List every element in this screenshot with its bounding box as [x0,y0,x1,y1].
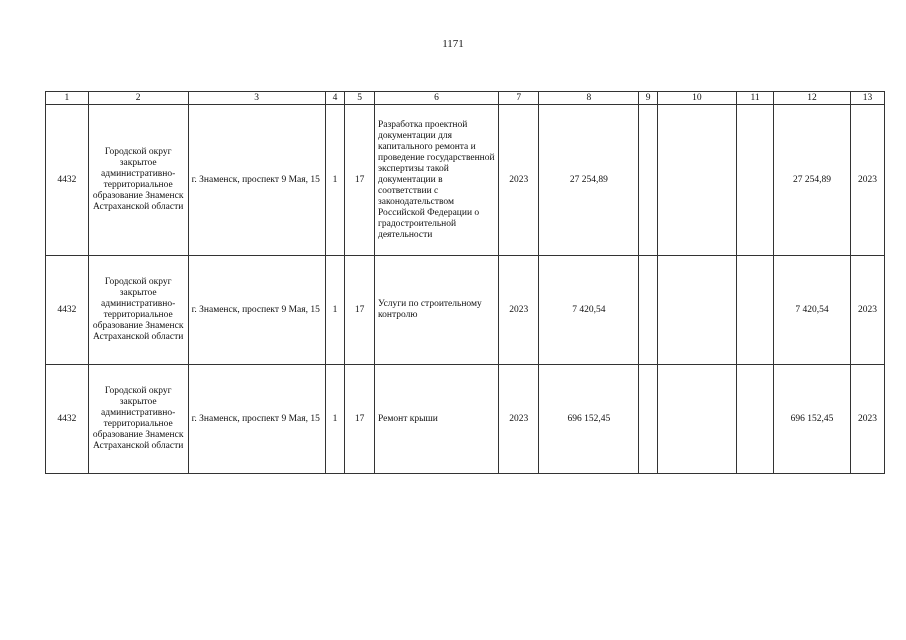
column-header-5: 5 [345,92,375,105]
cost-cell: 7 420,54 [774,256,851,365]
column-9-cell [639,105,658,256]
column-header-4: 4 [325,92,345,105]
column-11-cell [736,256,773,365]
work-type-cell: Услуги по строительному контролю [374,256,498,365]
address-cell: г. Знаменск, проспект 9 Мая, 15 [188,105,325,256]
table-row [46,105,885,256]
cost-cell: 696 152,45 [774,365,851,474]
column-4-cell: 1 [325,365,345,474]
total-cost-cell: 7 420,54 [539,256,639,365]
column-10-cell [657,365,736,474]
table-body [46,105,885,474]
column-4-cell: 1 [325,256,345,365]
column-header-11: 11 [736,92,773,105]
column-header-2: 2 [88,92,188,105]
column-header-13: 13 [850,92,884,105]
page-number: 1171 [442,38,464,50]
table-row [46,365,885,474]
column-header-6: 6 [374,92,498,105]
table-header [46,92,885,105]
municipality-cell: Городской округ закрытое административно-территориальное образование Знаменск Астраханской области [88,105,188,256]
work-type-cell: Ремонт крыши [374,365,498,474]
column-5-cell: 17 [345,105,375,256]
column-header-9: 9 [639,92,658,105]
work-type-cell: Разработка проектной документации для капитального ремонта и проведение государственной экспертизы такой документации в соответствии с законодательством Российской Федерации о градостроительной деятельности [374,105,498,256]
column-header-7: 7 [498,92,539,105]
record-number-cell: 4432 [46,256,89,365]
header-row [46,92,885,105]
year-cell: 2023 [498,105,539,256]
column-header-12: 12 [774,92,851,105]
column-header-8: 8 [539,92,639,105]
year-cell: 2023 [498,256,539,365]
total-cost-cell: 696 152,45 [539,365,639,474]
completion-year-cell: 2023 [850,105,884,256]
column-9-cell [639,256,658,365]
municipality-cell: Городской округ закрытое административно-территориальное образование Знаменск Астраханской области [88,365,188,474]
year-cell: 2023 [498,365,539,474]
column-9-cell [639,365,658,474]
column-5-cell: 17 [345,256,375,365]
record-number-cell: 4432 [46,365,89,474]
municipality-cell: Городской округ закрытое административно-территориальное образование Знаменск Астраханской области [88,256,188,365]
column-11-cell [736,105,773,256]
cost-cell: 27 254,89 [774,105,851,256]
register-table [45,91,885,474]
total-cost-cell: 27 254,89 [539,105,639,256]
table-row [46,256,885,365]
record-number-cell: 4432 [46,105,89,256]
column-4-cell: 1 [325,105,345,256]
completion-year-cell: 2023 [850,256,884,365]
column-10-cell [657,256,736,365]
address-cell: г. Знаменск, проспект 9 Мая, 15 [188,256,325,365]
column-header-10: 10 [657,92,736,105]
completion-year-cell: 2023 [850,365,884,474]
column-11-cell [736,365,773,474]
column-5-cell: 17 [345,365,375,474]
column-10-cell [657,105,736,256]
column-header-1: 1 [46,92,89,105]
column-header-3: 3 [188,92,325,105]
address-cell: г. Знаменск, проспект 9 Мая, 15 [188,365,325,474]
